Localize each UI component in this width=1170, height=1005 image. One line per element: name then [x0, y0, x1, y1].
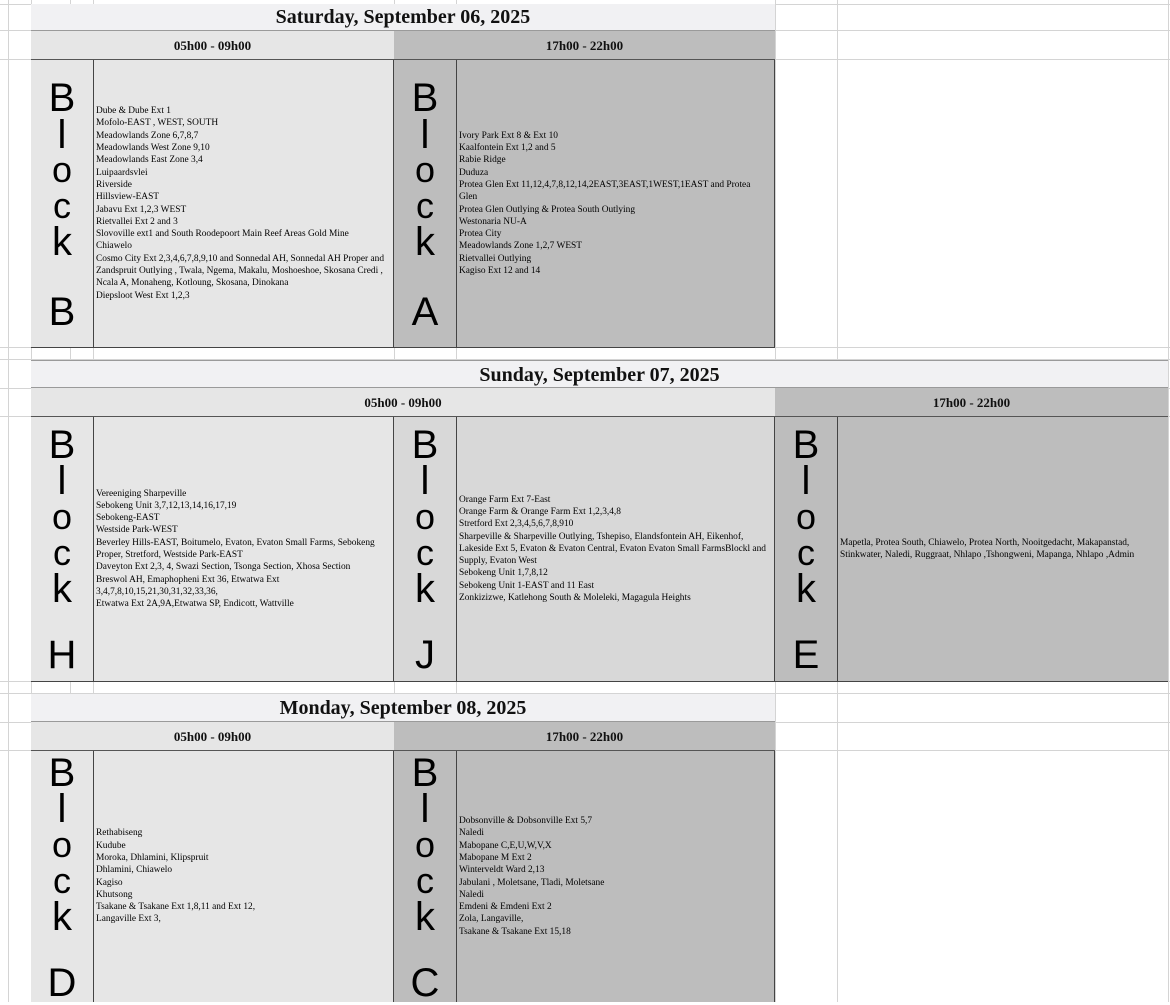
block-j-label	[394, 417, 457, 682]
area-item: Protea Glen Outlying & Protea South Outlying	[459, 204, 636, 215]
area-item: Kudube	[96, 840, 126, 851]
area-item: Riverside	[96, 179, 132, 190]
day-title-monday: Monday, September 08, 2025	[31, 694, 775, 722]
block-letter: D	[47, 961, 77, 1005]
area-item: Cosmo City Ext 2,3,4,6,7,8,9,10 and Sonnedal AH, Sonnedal AH Proper and	[96, 253, 385, 264]
area-item: Supply, Evaton West	[459, 556, 537, 567]
block-letter: o	[414, 496, 436, 537]
area-item: Dobsonville & Dobsonville Ext 5,7	[459, 816, 593, 827]
area-item: Langaville Ext 3,	[96, 914, 161, 925]
slot-header-monday-evening: 17h00 - 22h00	[394, 722, 775, 751]
day-title-sunday: Sunday, September 07, 2025	[31, 360, 1168, 388]
area-item: Emdeni & Emdeni Ext 2	[459, 902, 552, 913]
block-letter: C	[410, 961, 440, 1005]
area-item: Tsakane & Tsakane Ext 1,8,11 and Ext 12,	[96, 902, 256, 913]
area-item: Meadowlands Zone 1,2,7 WEST	[459, 241, 582, 252]
block-letter: k	[52, 567, 72, 611]
area-item: Mapetla, Protea South, Chiawelo, Protea North, Nooitgedacht, Makapanstad,	[840, 537, 1130, 548]
block-b-areas	[94, 60, 394, 348]
area-item: Meadowlands East Zone 3,4	[96, 155, 203, 166]
block-letter: c	[797, 532, 815, 573]
area-item: Sharpeville & Sharpeville Outlying, Tshepiso, Elandsfontein AH, Eikenhof,	[459, 531, 744, 542]
area-item: Rietvallei Outlying	[459, 253, 532, 264]
block-letter: l	[57, 113, 67, 157]
area-item: Ncala A, Monaheng, Kotloung, Skosana, Dinokana	[96, 278, 289, 289]
area-item: Khutsong	[96, 889, 133, 900]
area-item: Jabavu Ext 1,2,3 WEST	[96, 204, 187, 215]
slot-header-sunday-morning: 05h00 - 09h00	[31, 388, 775, 417]
block-letter: B	[411, 751, 439, 795]
block-letter: B	[48, 423, 76, 467]
area-item: Stinkwater, Naledi, Ruggraat, Nhlapo ,Tshongweni, Mapanga, Nhlapo ,Admin	[840, 550, 1135, 560]
area-item: Moroka, Dhlamini, Klipspruit	[96, 852, 209, 863]
block-letter: B	[411, 423, 439, 467]
area-item: Breswol AH, Emaphopheni Ext 36, Etwatwa Ext	[96, 574, 280, 585]
block-letter: B	[411, 76, 439, 120]
area-item: Orange Farm Ext 7-East	[459, 494, 551, 505]
block-letter: B	[48, 751, 76, 795]
area-item: Lakeside Ext 5, Evaton & Evaton Central, Evaton Evaton Small FarmsBlockl and	[459, 543, 766, 554]
area-item: Mabopane C,E,U,W,V,X	[459, 840, 552, 851]
area-item: Rietvallei Ext 2 and 3	[96, 216, 178, 227]
area-item: Hillsview-EAST	[96, 192, 160, 203]
block-e-label	[775, 417, 838, 682]
block-letter: o	[414, 824, 436, 865]
area-item: Glen	[459, 192, 478, 203]
block-letter: l	[57, 459, 67, 503]
block-letter: k	[415, 895, 435, 939]
area-item: Naledi	[459, 889, 484, 900]
area-item: Jabulani , Moletsane, Tladi, Moletsane	[459, 877, 605, 888]
block-d-areas	[94, 751, 394, 1002]
block-e-areas	[838, 417, 1168, 682]
block-letter: o	[51, 824, 73, 865]
block-letter: o	[51, 149, 73, 190]
block-c-label	[394, 751, 457, 1005]
area-item: Etwatwa Ext 2A,9A,Etwatwa SP, Endicott, Wattville	[96, 599, 294, 610]
block-letter: k	[796, 567, 816, 611]
block-letter: B	[48, 76, 76, 120]
slot-header-sunday-evening: 17h00 - 22h00	[775, 388, 1168, 417]
area-item: Kagiso Ext 12 and 14	[459, 265, 541, 276]
area-item: Duduza	[459, 167, 489, 178]
block-letter: k	[52, 895, 72, 939]
block-letter: J	[415, 633, 435, 677]
block-letter: A	[411, 290, 439, 334]
area-item: Kaalfontein Ext 1,2 and 5	[459, 143, 556, 154]
area-item: Meadowlands West Zone 9,10	[96, 143, 210, 154]
area-item: Dhlamini, Chiawelo	[96, 865, 173, 876]
block-letter: l	[420, 459, 430, 503]
area-item: Vereeniging Sharpeville	[96, 488, 187, 499]
area-item: Sebokeng Unit 3,7,12,13,14,16,17,19	[96, 500, 237, 511]
block-h-areas	[94, 417, 394, 682]
block-letter: c	[416, 185, 434, 226]
area-item: Westside Park-WEST	[96, 525, 178, 536]
area-item: Sebokeng Unit 1-EAST and 11 East	[459, 580, 595, 591]
area-item: Mabopane M Ext 2	[459, 852, 532, 863]
day-title-saturday: Saturday, September 06, 2025	[31, 4, 775, 31]
block-letter: o	[795, 496, 817, 537]
area-item: Diepsloot West Ext 1,2,3	[96, 290, 190, 301]
block-letter: k	[415, 220, 435, 264]
area-item: Winterveldt Ward 2,13	[459, 865, 545, 876]
area-item: Dube & Dube Ext 1	[96, 106, 171, 117]
area-item: Proper, Stretford, Westside Park-EAST	[96, 550, 243, 560]
block-letter: c	[416, 860, 434, 901]
area-item: Protea City	[459, 229, 502, 240]
area-item: Chiawelo	[96, 241, 132, 252]
area-item: Daveyton Ext 2,3, 4, Swazi Section, Tsonga Section, Xhosa Section	[96, 562, 351, 573]
area-item: Mofolo-EAST , WEST, SOUTH	[96, 118, 219, 129]
block-b-label	[31, 60, 94, 348]
block-c-areas	[457, 751, 775, 1002]
block-h-label	[31, 417, 94, 682]
block-letter: l	[420, 113, 430, 157]
area-item: Rabie Ridge	[459, 155, 506, 166]
area-item: Sebokeng-EAST	[96, 513, 160, 524]
block-letter: l	[57, 787, 67, 831]
block-letter: B	[48, 290, 76, 334]
block-letter: o	[51, 496, 73, 537]
area-item: Beverley Hills-EAST, Boitumelo, Evaton, Evaton Small Farms, Sebokeng	[96, 537, 375, 548]
area-item: Stretford Ext 2,3,4,5,6,7,8,910	[459, 519, 574, 530]
area-item: Kagiso	[96, 877, 123, 888]
block-letter: l	[420, 787, 430, 831]
block-letter: c	[416, 532, 434, 573]
slot-header-saturday-morning: 05h00 - 09h00	[31, 31, 394, 60]
block-letter: c	[53, 532, 71, 573]
block-a-label	[394, 60, 457, 348]
slot-header-saturday-evening: 17h00 - 22h00	[394, 31, 775, 60]
block-letter: H	[47, 633, 77, 677]
area-item: Westonaria NU-A	[459, 216, 527, 227]
area-item: Zola, Langaville,	[459, 914, 524, 925]
area-item: Zandspruit Outlying , Twala, Ngema, Makalu, Moshoeshoe, Skosana Credi ,	[96, 265, 383, 276]
area-item: Luipaardsvlei	[96, 167, 148, 178]
block-letter: l	[801, 459, 811, 503]
block-letter: c	[53, 860, 71, 901]
area-item: Slovoville ext1 and South Roodepoort Main Reef Areas Gold Mine	[96, 229, 349, 240]
block-letter: k	[415, 567, 435, 611]
block-a-areas	[457, 60, 775, 348]
block-letter: B	[792, 423, 820, 467]
area-item: Zonkizizwe, Katlehong South & Moleleki, Magagula Heights	[459, 593, 691, 604]
area-item: Orange Farm & Orange Farm Ext 1,2,3,4,8	[459, 506, 621, 517]
block-letter: o	[414, 149, 436, 190]
block-d-label	[31, 751, 94, 1005]
area-item: 3,4,7,8,10,15,21,30,31,32,33,36,	[96, 586, 218, 597]
block-letter: E	[792, 633, 820, 677]
area-item: Sebokeng Unit 1,7,8,12	[459, 568, 548, 579]
block-letter: k	[52, 220, 72, 264]
area-item: Protea Glen Ext 11,12,4,7,8,12,14,2EAST,3EAST,1WEST,1EAST and Protea	[459, 179, 751, 190]
block-letter: c	[53, 185, 71, 226]
slot-header-monday-morning: 05h00 - 09h00	[31, 722, 394, 751]
area-item: Rethabiseng	[96, 828, 143, 839]
area-item: Naledi	[459, 828, 484, 839]
block-j-areas	[457, 417, 775, 682]
area-item: Meadowlands Zone 6,7,8,7	[96, 130, 199, 141]
area-item: Ivory Park Ext 8 & Ext 10	[459, 130, 558, 141]
area-item: Tsakane & Tsakane Ext 15,18	[459, 926, 571, 937]
